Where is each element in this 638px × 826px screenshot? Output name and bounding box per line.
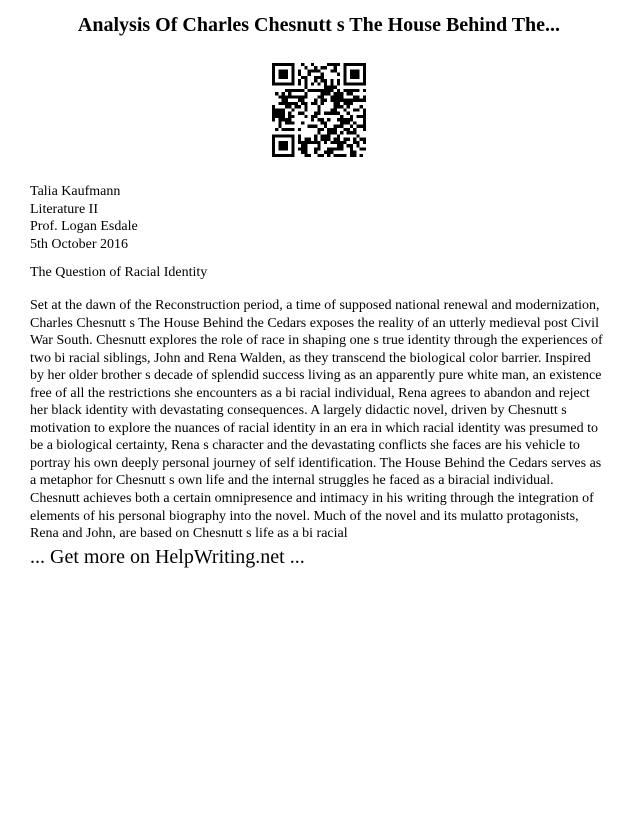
body-line: her black identity with devastating consequences. A largely didactic novel, driven by Chesnutt s	[30, 403, 567, 419]
body-line: be a biological certainty, Rena s character and the devastating conflicts she faces are his vehicle to	[30, 438, 580, 454]
qr-code-icon[interactable]	[272, 63, 366, 157]
body-line: two bi racial siblings, John and Rena Walden, as they transcend the biological color barrier. Inspired	[30, 350, 591, 366]
body-line: free of all the restrictions she encounters as a bi racial individual, Rena agrees to abandon and reject	[30, 385, 590, 401]
body-line: elements of his personal biography into the novel. Much of the novel and its mulatto protagonists,	[30, 508, 579, 524]
body-line: portray his own deeply personal journey of self identification. The House Behind the Cedars serves as	[30, 455, 602, 471]
body-line: Chesnutt achieves both a certain omnipresence and intimacy in his writing through the integration of	[30, 491, 594, 507]
author-name: Talia Kaufmann	[30, 184, 121, 199]
body-line: Set at the dawn of the Reconstruction period, a time of supposed national renewal and modernization,	[30, 298, 600, 313]
essay-body	[30, 297, 612, 543]
body-line: War South. Chesnutt explores the role of race in shaping one s true identity through the experiences of	[30, 333, 603, 349]
essay-date: 5th October 2016	[30, 236, 128, 252]
essay-title: The Question of Racial Identity	[30, 265, 208, 280]
essay-header	[30, 183, 138, 253]
document-title: Analysis Of Charles Chesnutt s The House Behind The...	[77, 14, 561, 36]
body-line: a metaphor for Chesnutt s own life and the internal struggles he faced as a biracial individual.	[30, 473, 554, 489]
body-line: Charles Chesnutt s The House Behind the Cedars exposes the reality of an utterly medieval post Civil	[30, 315, 599, 331]
body-line: motivation to explore the nuances of racial identity in an era in which racial identity was presumed to	[30, 420, 598, 436]
professor-name: Prof. Logan Esdale	[30, 219, 138, 234]
body-line: by her older brother s decade of splendid success living as an apparently pure white man, an existence	[30, 368, 602, 384]
course-name: Literature II	[30, 201, 99, 217]
get-more-link[interactable]: ... Get more on HelpWriting.net ...	[30, 546, 305, 568]
body-line: Rena and John, are based on Chesnutt s life as a bi racial	[30, 526, 348, 542]
